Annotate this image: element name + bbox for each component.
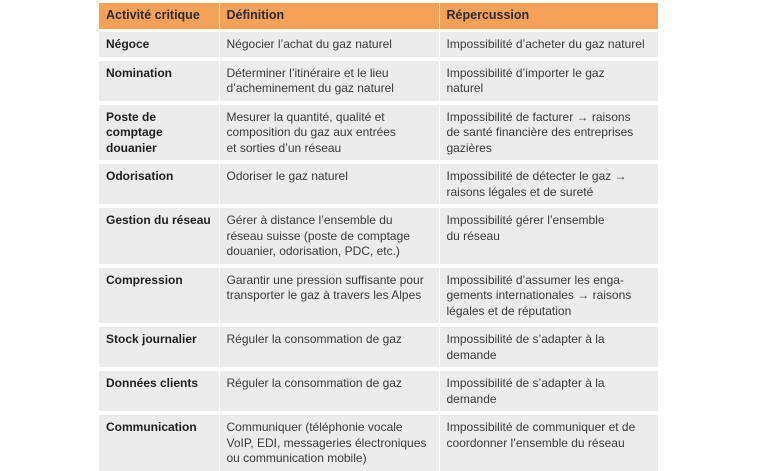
definition-line: d’acheminement du gaz naturel xyxy=(226,81,394,95)
table-row xyxy=(99,162,658,206)
repercussion-line: Impossibilité de s’adapter à la xyxy=(446,332,605,346)
header-definition: Définition xyxy=(219,3,439,31)
definition-line: douanier, odorisation, PDC, etc.) xyxy=(226,244,400,258)
cell-repercussion xyxy=(439,31,658,59)
cell-activity: Nomination xyxy=(99,59,219,103)
cell-definition xyxy=(219,103,439,163)
repercussion-line: du réseau xyxy=(446,228,500,243)
cell-definition xyxy=(219,206,439,266)
definition-line: et sorties d’un réseau xyxy=(226,140,342,155)
cell-definition xyxy=(219,413,439,471)
cell-repercussion xyxy=(439,162,658,206)
repercussion-line: raisons légales et de sureté xyxy=(446,184,594,199)
repercussion-line: Impossibilité de s’adapter à la xyxy=(446,376,605,390)
cell-definition xyxy=(219,325,439,369)
repercussion-line: Impossibilité gérer l’ensemble xyxy=(446,213,605,227)
repercussion-line: légales et de réputation xyxy=(446,303,572,318)
table-header xyxy=(99,3,658,31)
cell-repercussion xyxy=(439,103,658,163)
cell-definition xyxy=(219,59,439,103)
cell-repercussion xyxy=(439,266,658,326)
repercussion-line: gements internationales → raisons xyxy=(446,288,632,302)
table-row xyxy=(99,369,658,413)
repercussion-line: demande xyxy=(446,391,497,406)
repercussion-line: Impossibilité d’assumer les enga- xyxy=(446,272,624,287)
cell-repercussion xyxy=(439,59,658,103)
repercussion-line: coordonner l’ensemble du réseau xyxy=(446,435,625,450)
cell-activity: Stock journalier xyxy=(99,325,219,369)
cell-activity: Compression xyxy=(99,266,219,326)
cell-activity: Odorisation xyxy=(99,162,219,206)
header-row xyxy=(99,3,658,31)
cell-activity: Négoce xyxy=(99,31,219,59)
table-row xyxy=(99,103,658,163)
repercussion-line: Impossibilité de détecter le gaz → xyxy=(446,169,627,183)
header-repercussion: Répercussion xyxy=(439,3,658,31)
cell-definition xyxy=(219,162,439,206)
table-row xyxy=(99,31,658,59)
table-row xyxy=(99,413,658,471)
definition-line: Mesurer la quantité, qualité et xyxy=(226,109,385,124)
definition-line: Garantir une pression suffisante pour xyxy=(226,272,424,287)
table-row xyxy=(99,59,658,103)
cell-definition xyxy=(219,266,439,326)
cell-repercussion xyxy=(439,325,658,369)
table-row xyxy=(99,206,658,266)
header-activity: Activité critique xyxy=(99,3,219,31)
repercussion-line: demande xyxy=(446,347,497,362)
definition-line: Négocier l’achat du gaz naturel xyxy=(226,37,392,51)
definition-line: Gérer à distance l’ensemble du xyxy=(226,213,393,227)
cell-repercussion xyxy=(439,369,658,413)
definition-line: Réguler la consommation de gaz xyxy=(226,376,402,390)
definition-line: Déterminer l’itinéraire et le lieu xyxy=(226,65,389,80)
repercussion-line: Impossibilité de facturer → raisons xyxy=(446,109,631,124)
definition-line: VoIP, EDI, messageries électroniques xyxy=(226,435,427,450)
repercussion-line: gazières xyxy=(446,140,492,155)
definition-line: transporter le gaz à travers les Alpes xyxy=(226,288,422,302)
cell-definition xyxy=(219,369,439,413)
cell-activity: Gestion du réseau xyxy=(99,206,219,266)
repercussion-line: de santé financière des entreprises xyxy=(446,125,634,139)
cell-definition xyxy=(219,31,439,59)
definition-line: réseau suisse (poste de comptage xyxy=(226,228,410,243)
cell-repercussion xyxy=(439,206,658,266)
cell-repercussion xyxy=(439,413,658,471)
definition-line: composition du gaz aux entrées xyxy=(226,125,396,139)
repercussion-line: Impossibilité de communiquer et de xyxy=(446,420,636,434)
repercussion-line: naturel xyxy=(446,81,484,95)
critical-activities-table xyxy=(99,3,658,471)
table-row xyxy=(99,266,658,326)
cell-activity: Communication xyxy=(99,413,219,471)
table-row xyxy=(99,325,658,369)
repercussion-line: Impossibilité d’acheter du gaz naturel xyxy=(446,37,645,51)
definition-line: Odoriser le gaz naturel xyxy=(226,169,348,183)
definition-line: Réguler la consommation de gaz xyxy=(226,332,402,346)
repercussion-line: Impossibilité d’importer le gaz xyxy=(446,65,605,80)
definition-line: ou communication mobile) xyxy=(226,451,367,465)
cell-activity: Poste de comptage douanier xyxy=(99,103,219,163)
definition-line: Communiquer (téléphonie vocale xyxy=(226,420,403,434)
table xyxy=(99,3,658,471)
table-body xyxy=(99,31,658,471)
cell-activity: Données clients xyxy=(99,369,219,413)
